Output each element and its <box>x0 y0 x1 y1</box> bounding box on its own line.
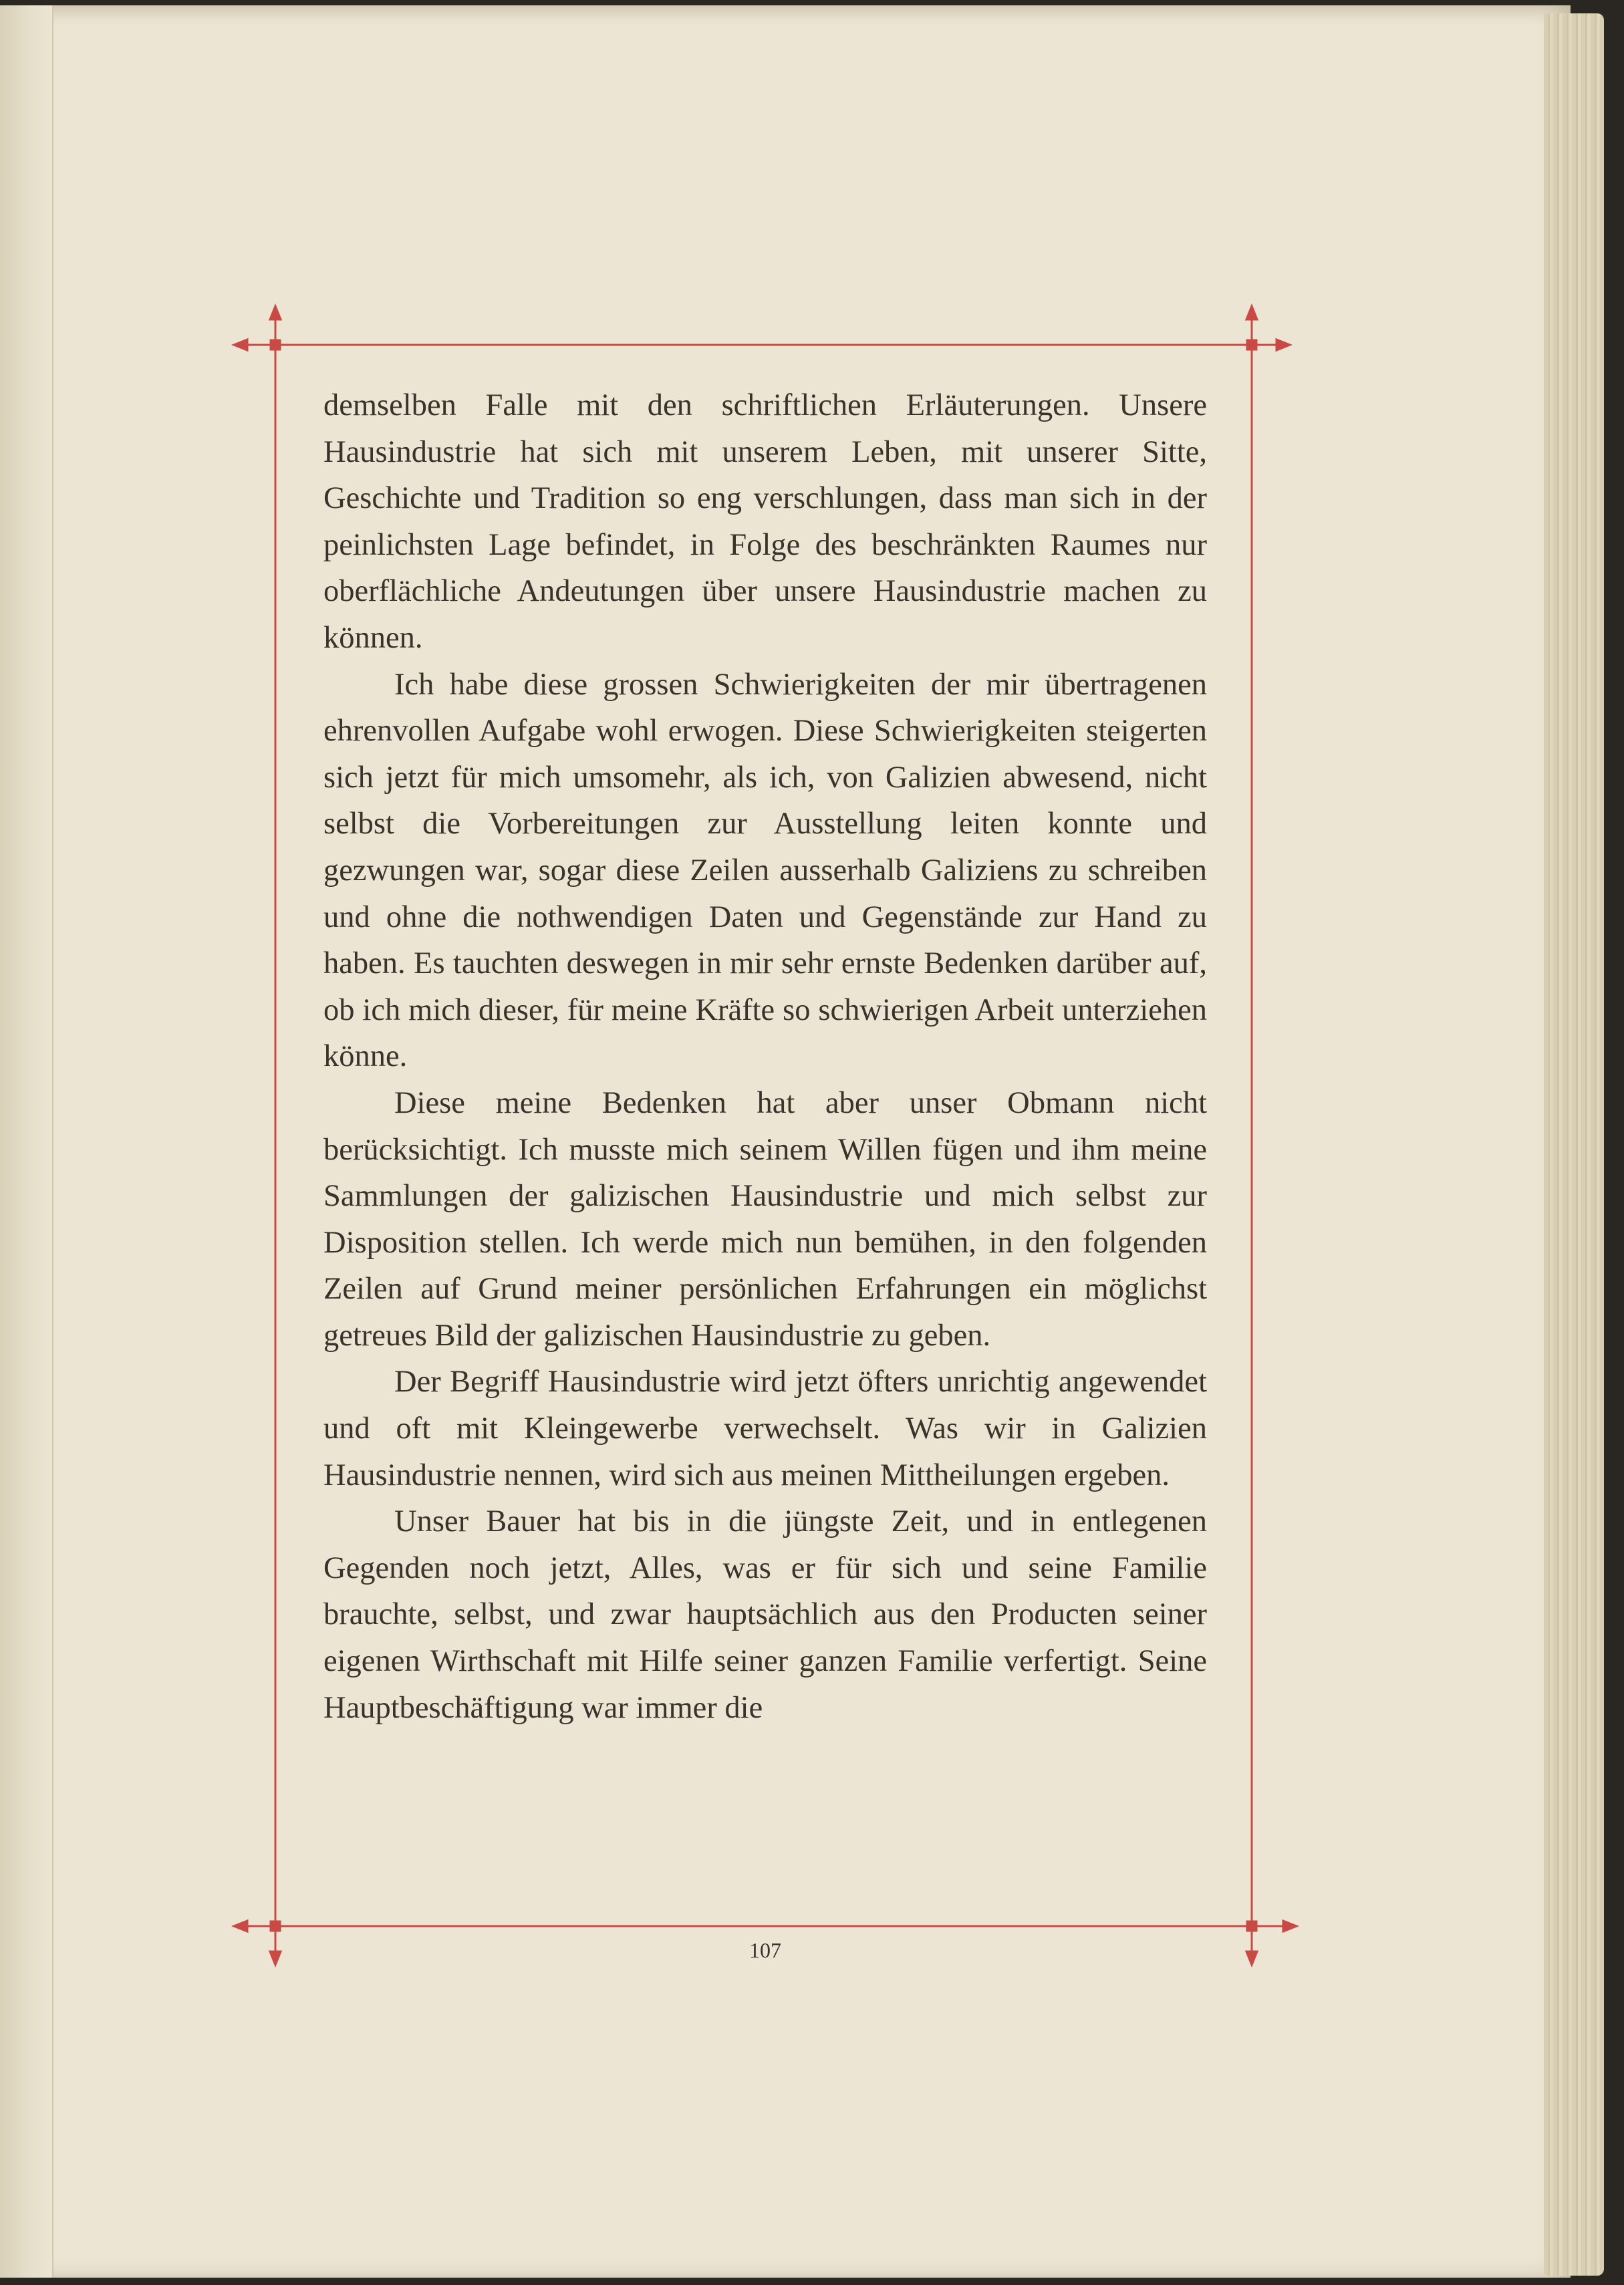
paragraph-2: Ich habe diese grossen Schwierigkeiten der mir übertragenen ehrenvollen Aufgabe wohl erwogen. Diese Schwierigkeiten steigerten sich jetzt für mich umsomehr, als ich, von Galizien abwesend, nicht selbst die Vorbereitungen zur Ausstellung leiten konnte und gezwungen war, sogar diese Zeilen ausserhalb Galiziens zu schreiben und ohne die nothwendigen Daten und Gegenstände zur Hand zu haben. Es tauchten deswegen in mir sehr ernste Bedenken darüber auf, ob ich mich dieser, für meine Kräfte so schwierigen Arbeit unterziehen könne. <box>323 667 1207 1074</box>
paragraph-3: Diese meine Bedenken hat aber unser Obmann nicht berücksichtigt. Ich musste mich seinem Willen fügen und ihm meine Sammlungen der galizischen Hausindustrie und mich selbst zur Disposition stellen. Ich werde mich nun bemühen, in den folgenden Zeilen auf Grund meiner persönlichen Erfahrungen ein möglichst getreues Bild der galizischen Hausindustrie zu geben. <box>323 1085 1207 1353</box>
page-number: 107 <box>749 1938 781 1962</box>
corner-ornament-bottom-right <box>1246 1921 1297 1965</box>
paragraph-1: demselben Falle mit den schriftlichen Erläuterungen. Unsere Hausindustrie hat sich mit unserem Leben, mit unserer Sitte, Geschichte und Tradition so eng verschlungen, dass man sich in der peinlichsten Lage befindet, in Folge des beschränkten Raumes nur oberflächliche Andeutungen über unsere Hausindustrie machen zu können. <box>323 388 1207 655</box>
corner-ornament-top-left <box>234 306 281 350</box>
paragraph-5: Unser Bauer hat bis in die jüngste Zeit, und in entlegenen Gegenden noch jetzt, Alles, was er für sich und seine Familie brauchte, selbst, und zwar hauptsächlich aus den Producten seiner eigenen Wirthschaft mit Hilfe seiner ganzen Familie verfertigt. Seine Hauptbeschäftigung war immer die <box>323 1504 1207 1725</box>
corner-ornament-bottom-left <box>234 1921 281 1965</box>
body-text <box>323 382 1207 1731</box>
paragraph-4: Der Begriff Hausindustrie wird jetzt öfters unrichtig angewendet und oft mit Kleingewerbe verwechselt. Was wir in Galizien Hausindustrie nennen, wird sich aus meinen Mittheilungen ergeben. <box>323 1365 1207 1492</box>
corner-ornament-top-right <box>1246 306 1290 350</box>
